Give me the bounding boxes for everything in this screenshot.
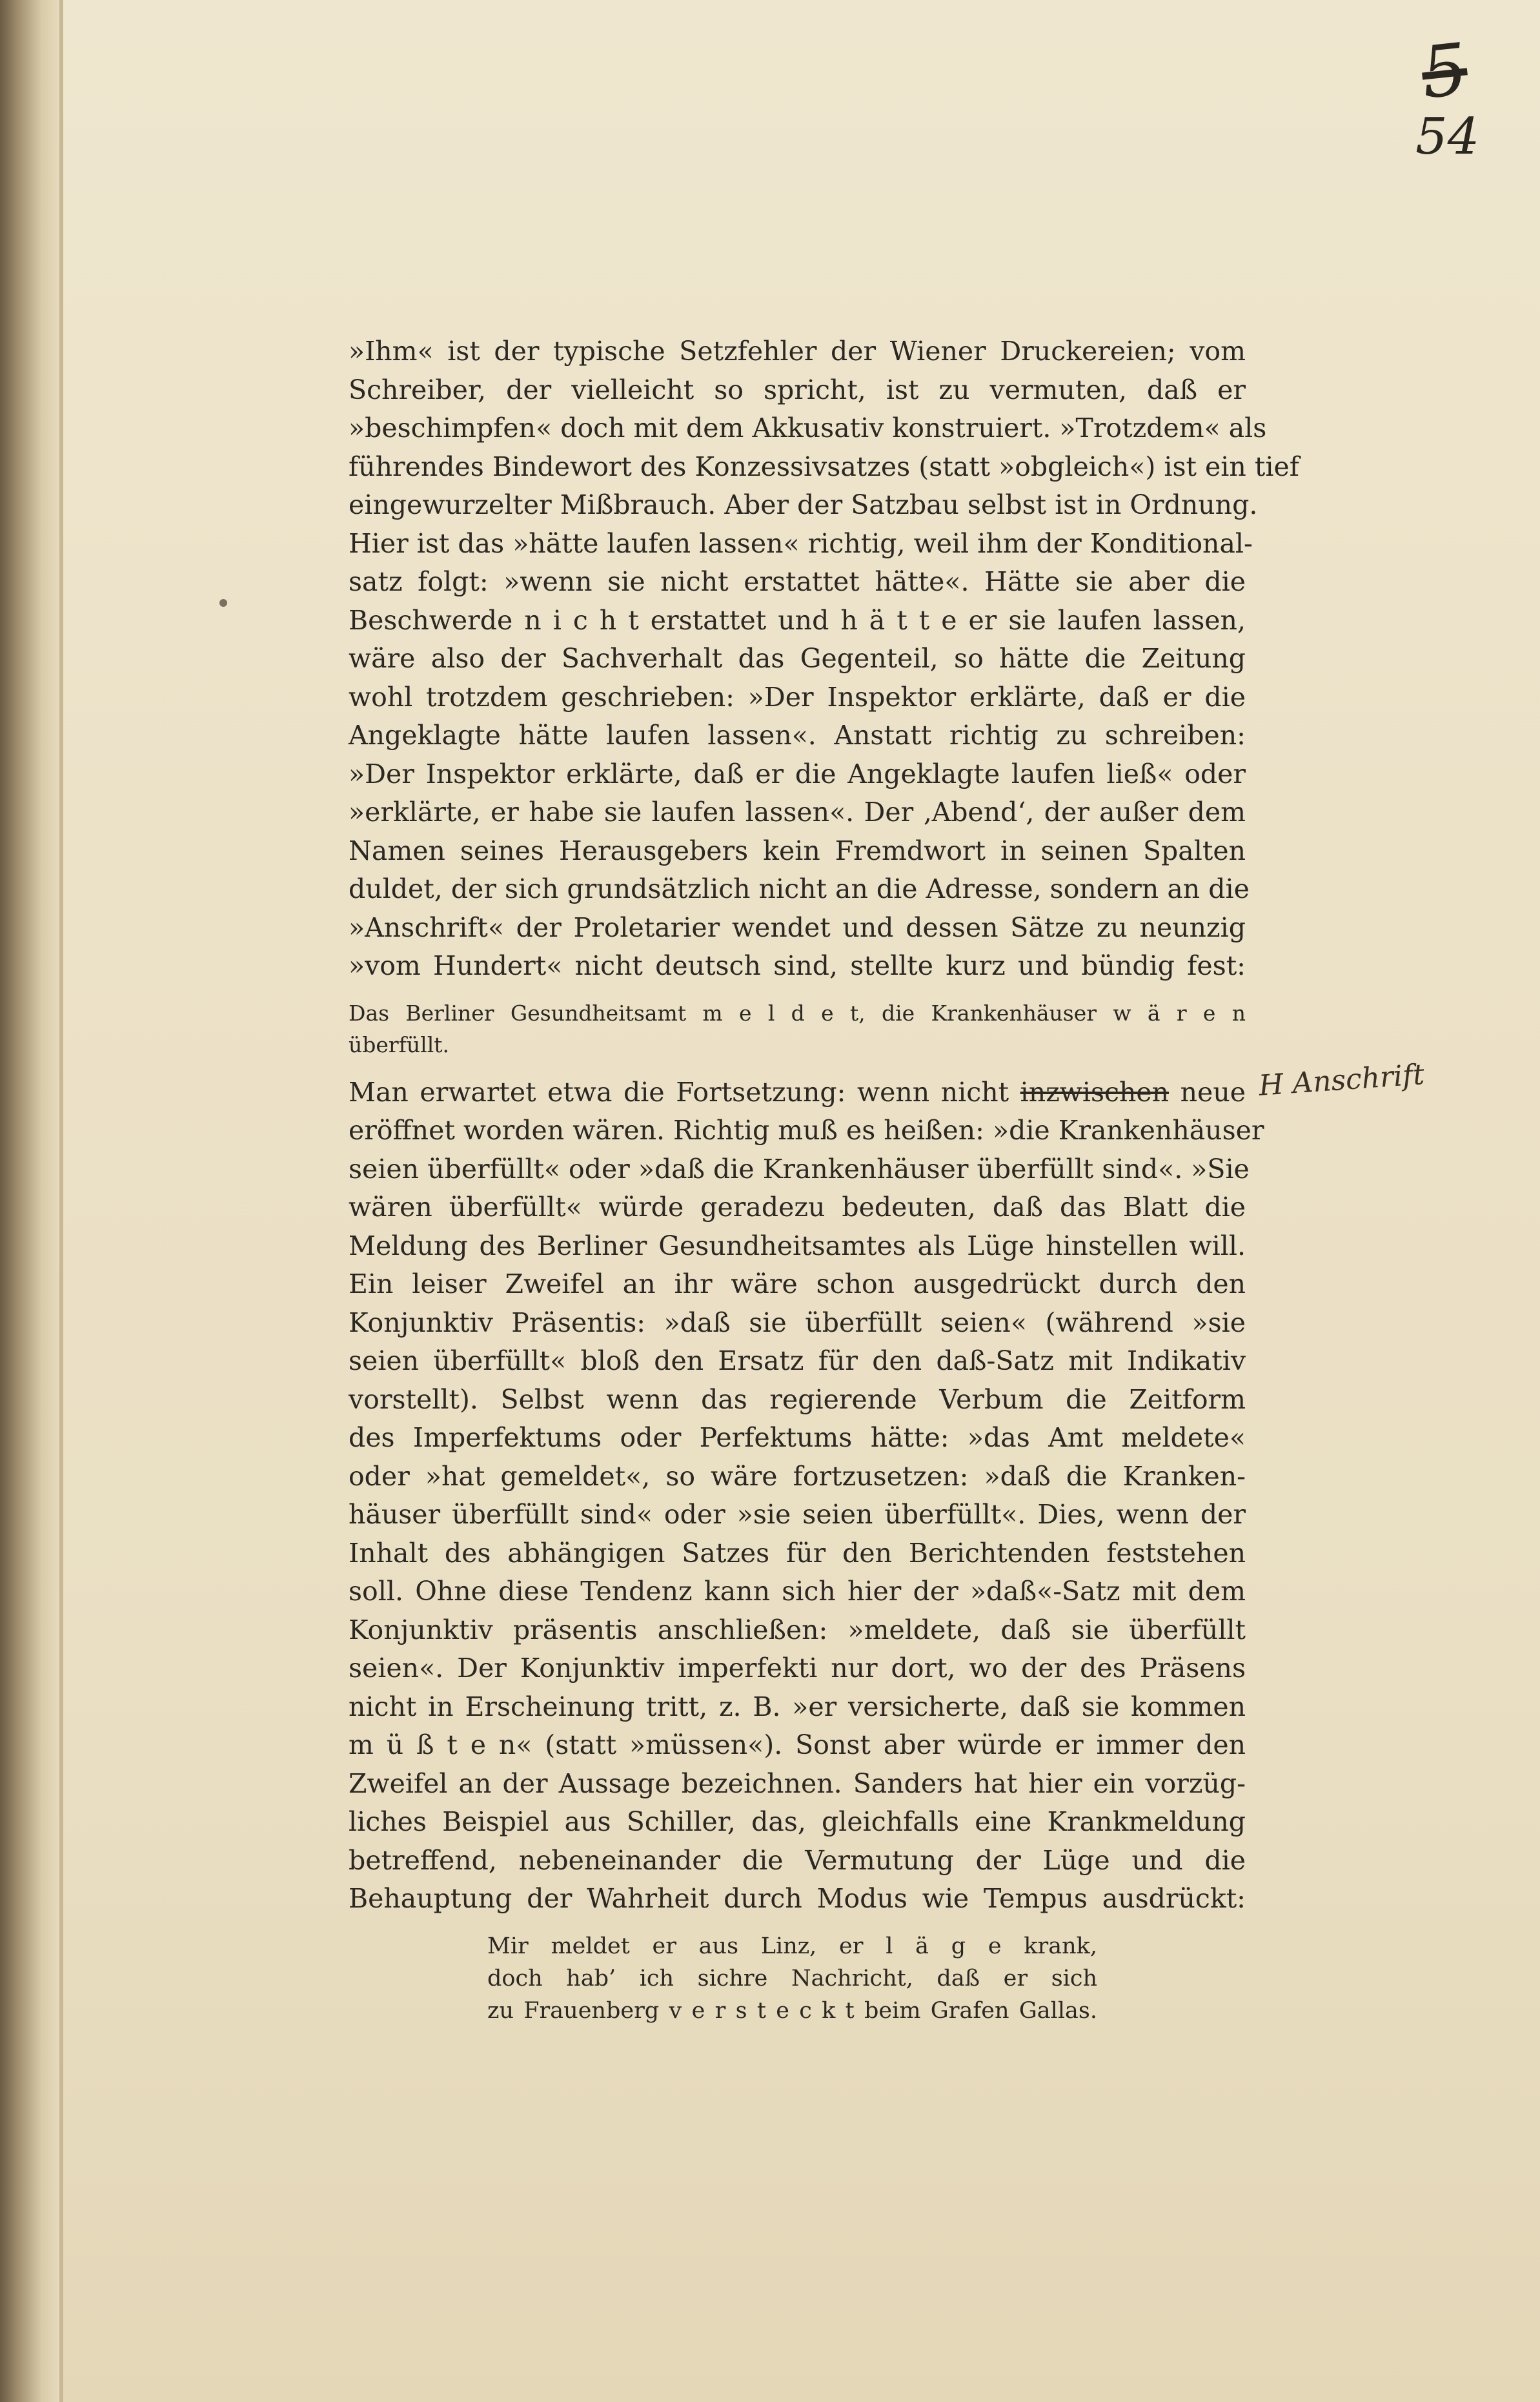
text-line: seien«. Der Konjunktiv imperfekti nur dort, wo der des Präsens [349, 1653, 1246, 1684]
book-binding-gutter [0, 0, 59, 2402]
verse-line: doch hab’ ich sichre Nachricht, daß er sich [487, 1965, 1097, 1991]
margin-dot [219, 599, 227, 607]
text-line: vorstellt). Selbst wenn das regierende Verbum die Zeitform [349, 1383, 1246, 1415]
text-line: Behauptung der Wahrheit durch Modus wie Tempus ausdrückt: [349, 1883, 1246, 1914]
text-line: Inhalt des abhängigen Satzes für den Berichtenden feststehen [349, 1537, 1246, 1569]
text-line: eröffnet worden wären. Richtig muß es heißen: »die Krankenhäuser [349, 1115, 1264, 1146]
text-line: oder »hat gemeldet«, so wäre fortzusetzen: »daß die Kranken- [349, 1460, 1246, 1492]
text-line: Zweifel an der Aussage bezeichnen. Sanders hat hier ein vorzüg- [349, 1767, 1246, 1799]
text-line: m ü ß t e n« (statt »müssen«). Sonst aber würde er immer den [349, 1729, 1246, 1760]
verse-line: zu Frauenberg v e r s t e c k t beim Grafen Gallas. [487, 1997, 1097, 2024]
text-line: »beschimpfen« doch mit dem Akkusativ konstruiert. »Trotzdem« als [349, 412, 1267, 443]
text-line: häuser überfüllt sind« oder »sie seien überfüllt«. Dies, wenn der [349, 1499, 1246, 1530]
text-fragment: Man erwartet etwa die Fortsetzung: wenn nicht [349, 1076, 1020, 1108]
body-text [349, 332, 1299, 2027]
text-line: Konjunktiv präsentis anschließen: »meldete, daß sie überfüllt [349, 1614, 1246, 1645]
text-line: nicht in Erscheinung tritt, z. B. »er versicherte, daß sie kommen [349, 1691, 1246, 1722]
text-line: seien überfüllt« bloß den Ersatz für den daß-Satz mit Indikativ [349, 1345, 1246, 1376]
handwritten-margin-note: H Anschrift [1257, 1058, 1426, 1103]
text-line: »Ihm« ist der typische Setzfehler der Wiener Druckereien; vom [349, 336, 1246, 367]
text-line: »erklärte, er habe sie laufen lassen«. Der ‚Abend‘, der außer dem [349, 797, 1246, 828]
text-line: Ein leiser Zweifel an ihr wäre schon ausgedrückt durch den [349, 1268, 1246, 1299]
verse-line: Mir meldet er aus Linz, er l ä g e krank, [487, 1933, 1097, 1959]
text-line: führendes Bindewort des Konzessivsatzes (statt »obgleich«) ist ein tief [349, 451, 1299, 482]
text-line: »Der Inspektor erklärte, daß er die Angeklagte laufen ließ« oder [349, 758, 1246, 789]
quoted-report-line: Das Berliner Gesundheitsamt m e l d e t, die Krankenhäuser w ä r e n [349, 1000, 1246, 1026]
struck-word: inzwischen [1020, 1076, 1170, 1108]
text-line: wären überfüllt« würde geradezu bedeuten, daß das Blatt die [349, 1192, 1246, 1223]
text-line: wohl trotzdem geschrieben: »Der Inspektor erklärte, daß er die [349, 681, 1246, 713]
text-line: »vom Hundert« nicht deutsch sind, stellte kurz und bündig fest: [349, 950, 1246, 981]
text-line: satz folgt: »wenn sie nicht erstattet hätte«. Hätte sie aber die [349, 566, 1246, 597]
text-line: seien überfüllt« oder »daß die Krankenhäuser überfüllt sind«. »Sie [349, 1153, 1250, 1185]
text-line: Konjunktiv Präsentis: »daß sie überfüllt seien« (während »sie [349, 1307, 1246, 1338]
text-line: Hier ist das »hätte laufen lassen« richtig, weil ihm der Konditional- [349, 527, 1253, 559]
folio-number [1404, 27, 1501, 166]
quoted-report-line: überfüllt. [349, 1032, 450, 1057]
text-line: eingewurzelter Mißbrauch. Aber der Satzbau selbst ist in Ordnung. [349, 489, 1258, 520]
text-fragment: neue [1169, 1076, 1246, 1108]
text-line: des Imperfektums oder Perfektums hätte: »das Amt meldete« [349, 1422, 1246, 1453]
text-line-with-correction [349, 1074, 1246, 1112]
text-line: Schreiber, der vielleicht so spricht, ist zu vermuten, daß er [349, 374, 1246, 405]
text-line: liches Beispiel aus Schiller, das, gleichfalls eine Krankmeldung [349, 1806, 1246, 1837]
new-folio-number: 54 [1415, 108, 1480, 166]
text-line: betreffend, nebeneinander die Vermutung der Lüge und die [349, 1844, 1246, 1876]
text-line: Meldung des Berliner Gesundheitsamtes als Lüge hinstellen will. [349, 1230, 1246, 1261]
text-line: Angeklagte hätte laufen lassen«. Anstatt richtig zu schreiben: [349, 720, 1246, 751]
text-line: »Anschrift« der Proletarier wendet und dessen Sätze zu neunzig [349, 911, 1246, 943]
text-line: Beschwerde n i c h t erstattet und h ä t t e er sie laufen lassen, [349, 604, 1246, 636]
text-line: duldet, der sich grundsätzlich nicht an die Adresse, sondern an die [349, 873, 1250, 904]
text-line: Namen seines Herausgebers kein Fremdwort in seinen Spalten [349, 835, 1246, 866]
text-line: wäre also der Sachverhalt das Gegenteil, so hätte die Zeitung [349, 643, 1246, 674]
text-line: soll. Ohne diese Tendenz kann sich hier der »daß«-Satz mit dem [349, 1576, 1246, 1607]
old-folio-number: 5 [1417, 27, 1472, 115]
page-edge [59, 0, 63, 2402]
